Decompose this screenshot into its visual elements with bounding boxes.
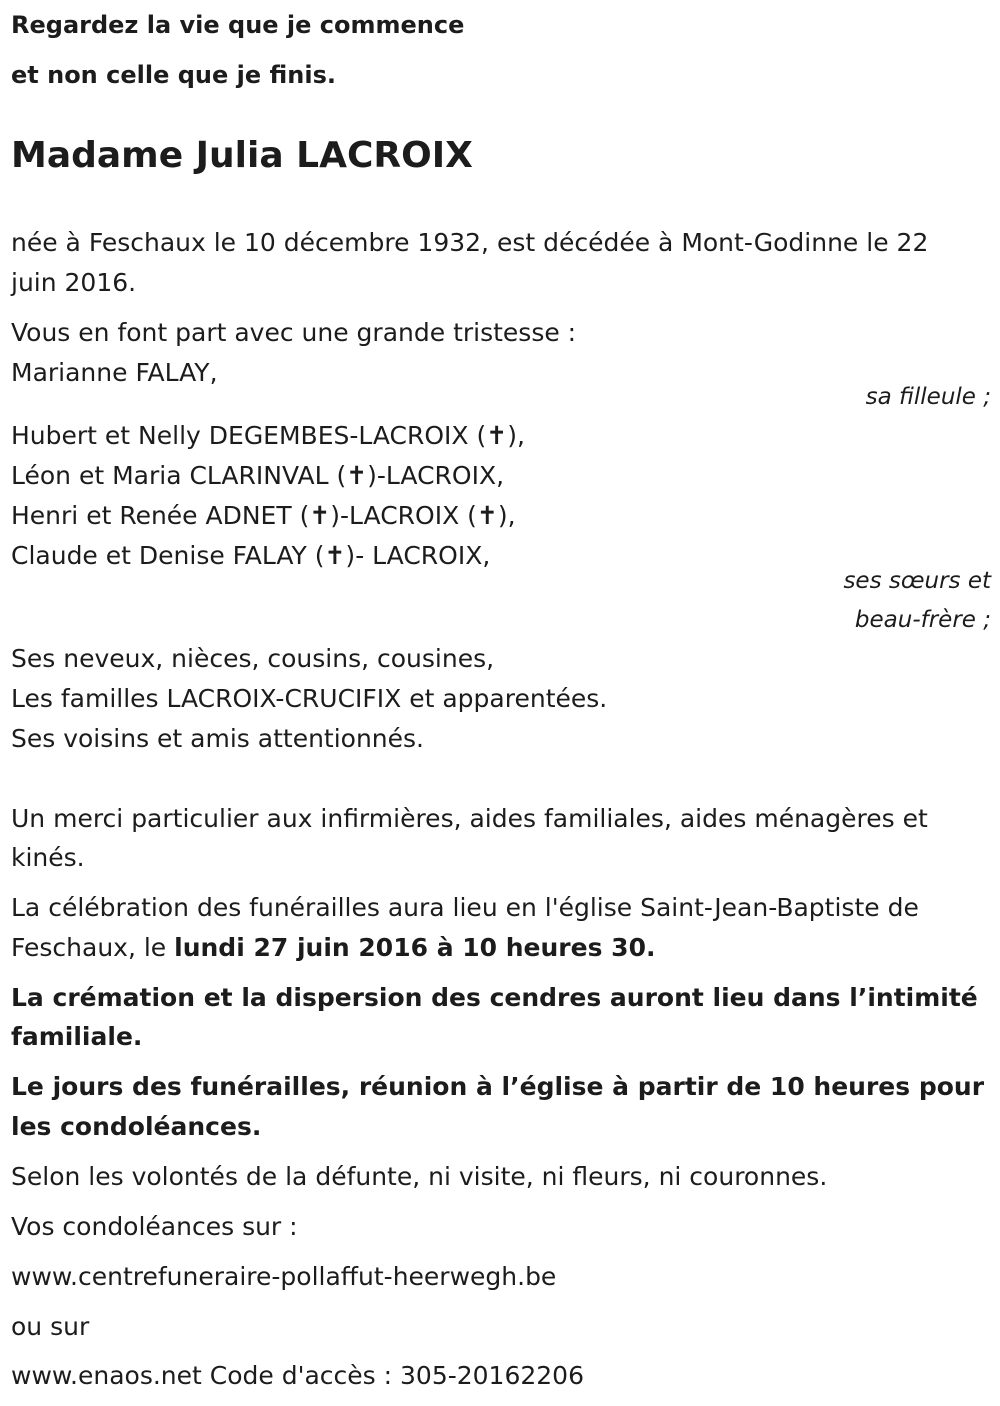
goddaughter-name: Marianne FALAY,	[11, 358, 218, 387]
family-heading: Vous en font part avec une grande tristesse :	[11, 318, 577, 347]
cremation-line-2: familiale.	[11, 1022, 143, 1051]
thanks-line-1: Un merci particulier aux infirmières, aides familiales, aides ménagères et	[11, 804, 928, 833]
siblings-role-line-2: beau-frère ;	[854, 607, 991, 633]
quote-line-1: Regardez la vie que je commence	[11, 11, 465, 39]
ceremony-datetime: lundi 27 juin 2016 à 10 heures 30.	[174, 933, 656, 962]
intro-line-2: juin 2016.	[11, 268, 137, 297]
condolences-heading: Vos condoléances sur :	[11, 1212, 298, 1241]
sibling-line: Claude et Denise FALAY (✝)- LACROIX,	[11, 541, 491, 570]
ceremony-place: Feschaux, le	[11, 933, 175, 962]
relatives-line: Ses neveux, nièces, cousins, cousines,	[11, 644, 495, 673]
relatives-line: Les familles LACROIX-CRUCIFIX et apparentées.	[11, 684, 608, 713]
relatives-line: Ses voisins et amis attentionnés.	[11, 724, 425, 753]
sibling-line: Henri et Renée ADNET (✝)-LACROIX (✝),	[11, 501, 516, 530]
condolences-website-1: www.centrefuneraire-pollaffut-heerwegh.be	[11, 1262, 557, 1291]
sibling-line: Léon et Maria CLARINVAL (✝)-LACROIX,	[11, 461, 505, 490]
thanks-line-2: kinés.	[11, 843, 85, 872]
goddaughter-role: sa filleule ;	[865, 384, 991, 410]
gathering-line-1: Le jours des funérailles, réunion à l’église à partir de 10 heures pour	[11, 1072, 985, 1101]
deceased-name: Madame Julia LACROIX	[11, 135, 473, 176]
cremation-line-1: La crémation et la dispersion des cendres auront lieu dans l’intimité	[11, 983, 978, 1012]
condolences-or: ou sur	[11, 1312, 90, 1341]
siblings-role-line-1: ses sœurs et	[843, 568, 991, 594]
gathering-line-2: les condoléances.	[11, 1112, 262, 1141]
sibling-line: Hubert et Nelly DEGEMBES-LACROIX (✝),	[11, 421, 525, 450]
wishes-line: Selon les volontés de la défunte, ni visite, ni fleurs, ni couronnes.	[11, 1162, 828, 1191]
quote-line-2: et non celle que je finis.	[11, 61, 336, 89]
intro-line-1: née à Feschaux le 10 décembre 1932, est décédée à Mont-Godinne le 22	[11, 228, 929, 257]
ceremony-line-2	[11, 933, 655, 963]
condolences-website-2: www.enaos.net Code d'accès : 305-20162206	[11, 1361, 584, 1390]
ceremony-line-1: La célébration des funérailles aura lieu en l'église Saint-Jean-Baptiste de	[11, 893, 919, 922]
